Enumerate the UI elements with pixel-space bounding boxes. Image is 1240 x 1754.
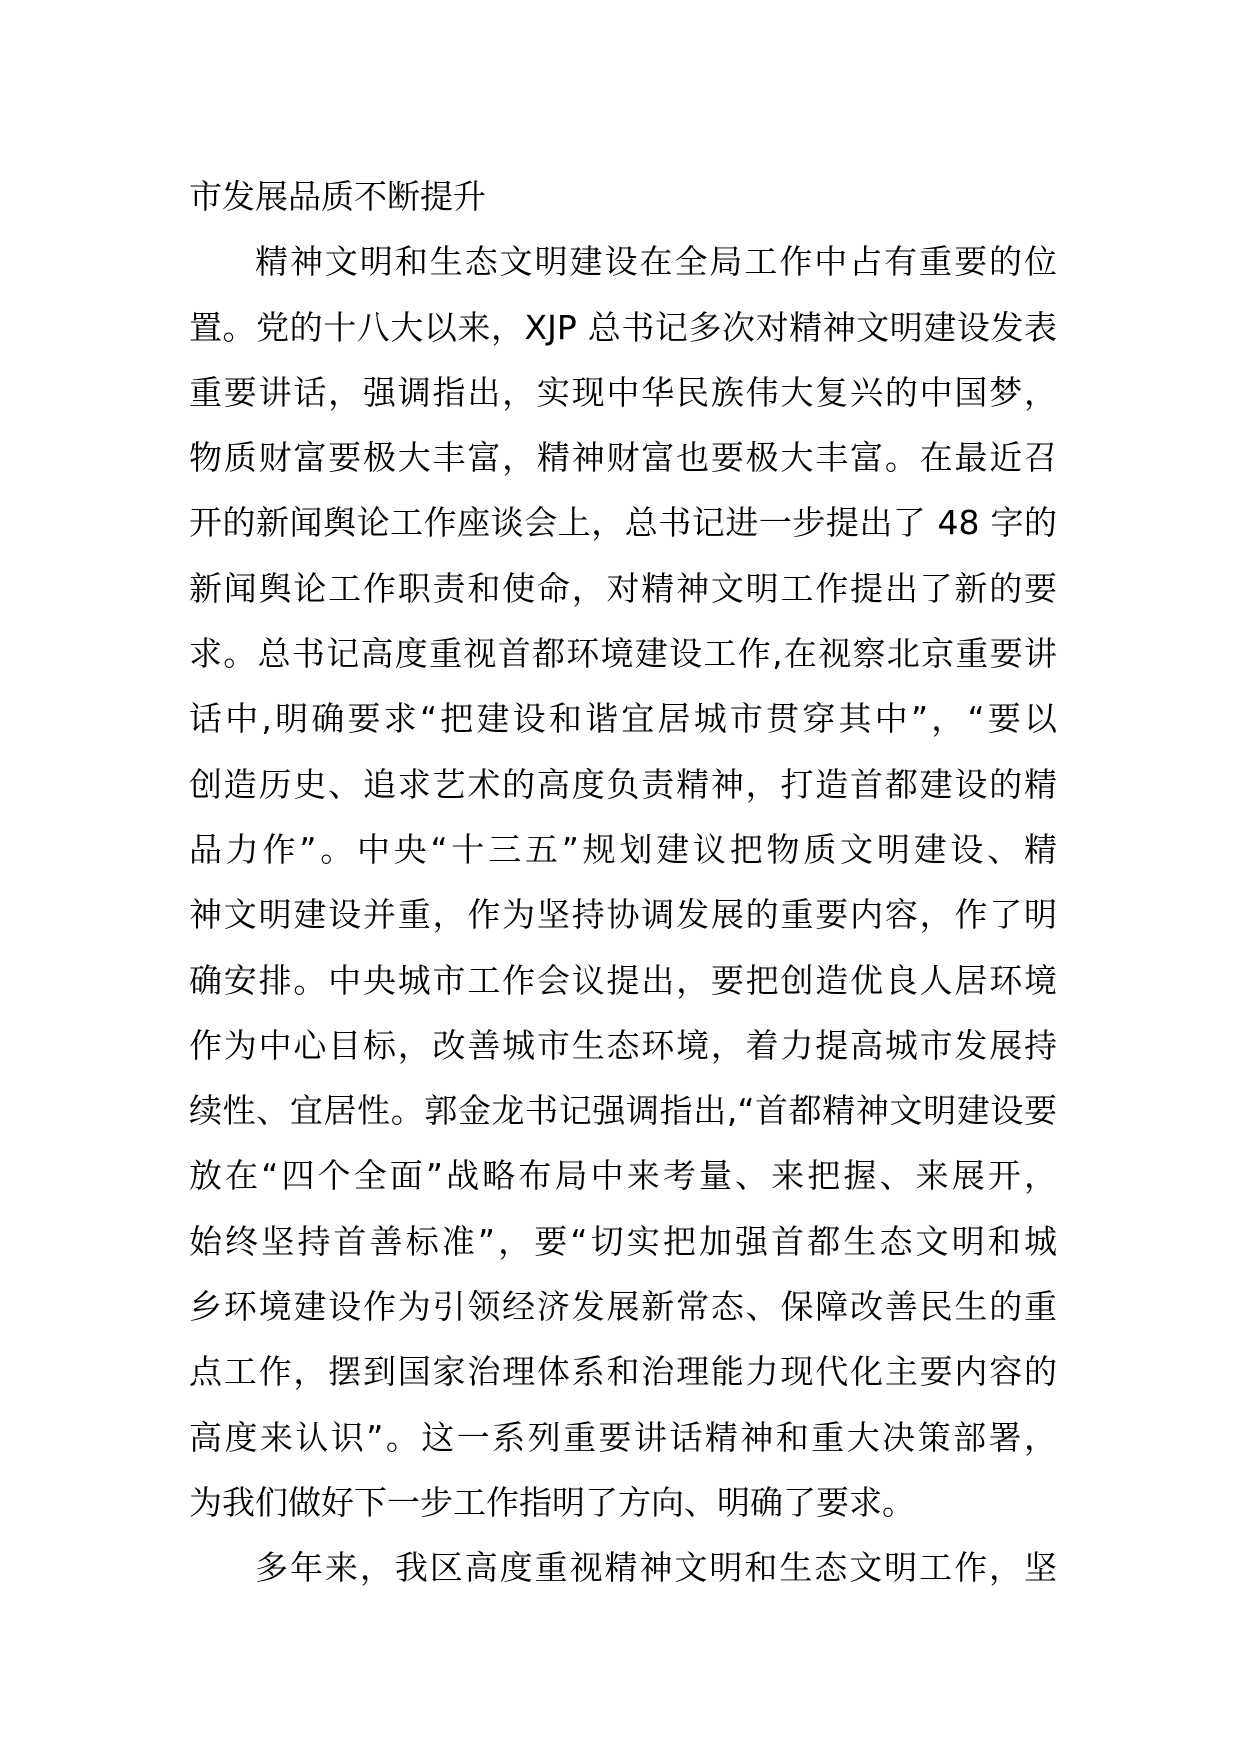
paragraph-line: 点工作，摆到国家治理体系和治理能力现代化主要内容的 <box>189 1352 1057 1392</box>
document-body <box>189 164 1057 1601</box>
heading-line: 市发展品质不断提升 <box>189 177 486 216</box>
paragraph-line: 始终坚持首善标准”，要“切实把加强首都生态文明和城 <box>189 1221 1057 1261</box>
heading-fragment <box>189 164 1057 229</box>
paragraph-line: 神文明建设并重，作为坚持协调发展的重要内容，作了明 <box>189 895 1057 935</box>
paragraph-line: 精神文明和生态文明建设在全局工作中占有重要的位 <box>255 242 1057 282</box>
paragraph <box>189 1535 1057 1600</box>
paragraph-line: 新闻舆论工作职责和使命，对精神文明工作提出了新的要 <box>189 568 1057 608</box>
paragraph-line: 求。总书记高度重视首都环境建设工作,在视察北京重要讲 <box>189 634 1057 674</box>
paragraph-line: 创造历史、追求艺术的高度负责精神，打造首都建设的精 <box>189 764 1057 804</box>
paragraph-line: 放在“四个全面”战略布局中来考量、来把握、来展开， <box>189 1156 1057 1196</box>
paragraph-line: 重要讲话，强调指出，实现中华民族伟大复兴的中国梦， <box>189 372 1057 412</box>
paragraph-line: 话中,明确要求“把建设和谐宜居城市贯穿其中”，“要以 <box>189 699 1057 739</box>
paragraph-line: 为我们做好下一步工作指明了方向、明确了要求。 <box>189 1482 915 1522</box>
paragraph-line: 高度来认识”。这一系列重要讲话精神和重大决策部署， <box>189 1417 1057 1457</box>
paragraph-line: 作为中心目标，改善城市生态环境，着力提高城市发展持 <box>189 1025 1057 1065</box>
paragraph-line: 物质财富要极大丰富，精神财富也要极大丰富。在最近召 <box>189 438 1057 478</box>
paragraph-line: 多年来，我区高度重视精神文明和生态文明工作，坚 <box>255 1548 1057 1588</box>
paragraph-line: 置。党的十八大以来，XJP 总书记多次对精神文明建设发表 <box>189 307 1057 347</box>
paragraph-line: 品力作”。中央“十三五”规划建议把物质文明建设、精 <box>189 829 1057 869</box>
paragraph <box>189 229 1057 1535</box>
paragraph-line: 开的新闻舆论工作座谈会上，总书记进一步提出了 48 字的 <box>189 503 1057 543</box>
paragraph-line: 确安排。中央城市工作会议提出，要把创造优良人居环境 <box>189 960 1057 1000</box>
paragraph-line: 续性、宜居性。郭金龙书记强调指出,“首都精神文明建设要 <box>189 1091 1057 1131</box>
paragraph-line: 乡环境建设作为引领经济发展新常态、保障改善民生的重 <box>189 1287 1057 1327</box>
